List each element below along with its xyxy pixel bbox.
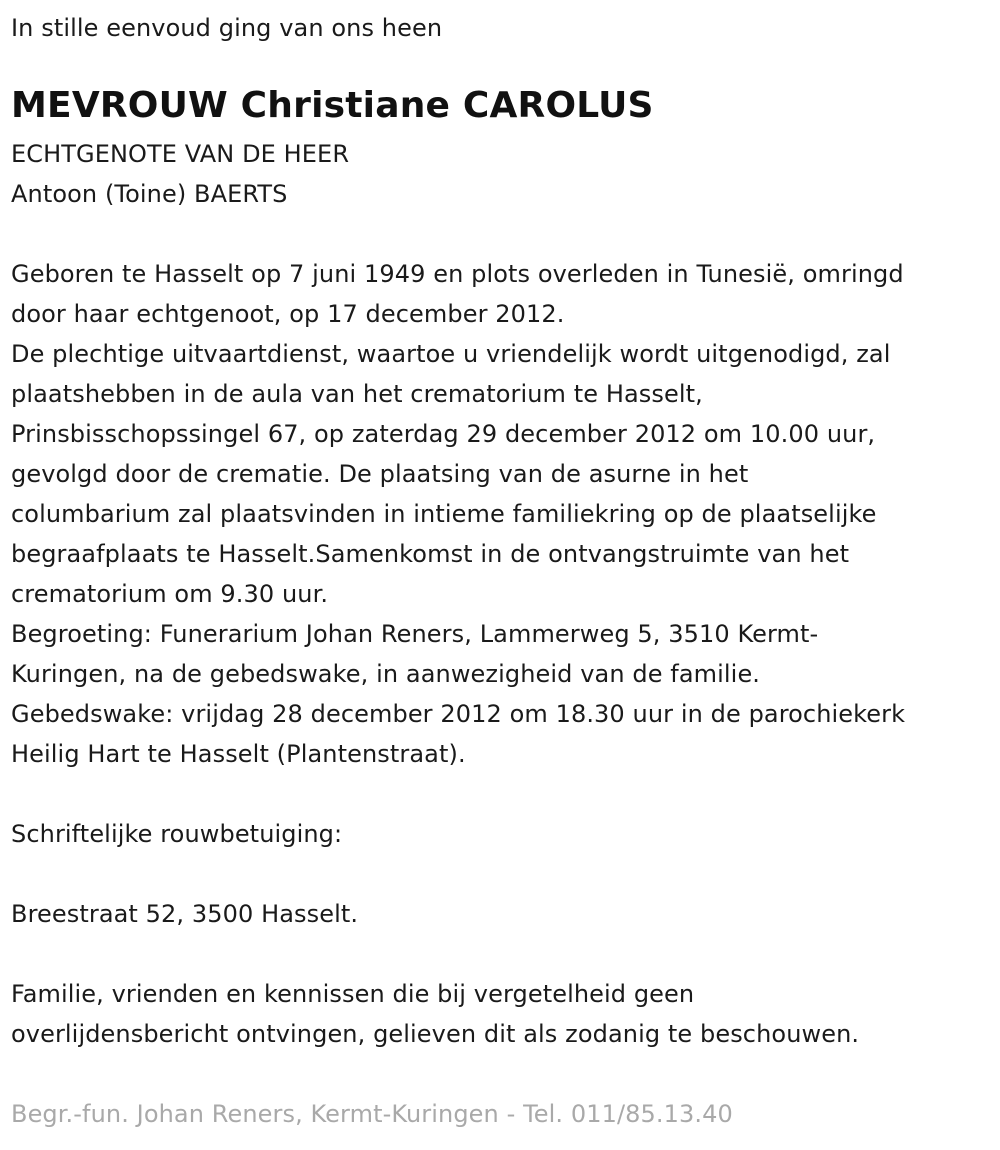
detail-line: columbarium zal plaatsvinden in intieme familiekring op de plaatselijke <box>11 500 877 528</box>
detail-line: Gebedswake: vrijdag 28 december 2012 om 18.30 uur in de parochiekerk <box>11 700 906 728</box>
detail-line: Prinsbisschopssingel 67, op zaterdag 29 december 2012 om 10.00 uur, <box>11 420 876 448</box>
family-line: Familie, vrienden en kennissen die bij vergetelheid geen <box>11 980 695 1008</box>
detail-line: begraafplaats te Hasselt.Samenkomst in de ontvangstruimte van het <box>11 540 850 568</box>
spouse-line: ECHTGENOTE VAN DE HEER <box>11 140 350 168</box>
condolence-address: Breestraat 52, 3500 Hasselt. <box>11 900 359 928</box>
spouse-line: Antoon (Toine) BAERTS <box>11 180 288 208</box>
detail-line: gevolgd door de crematie. De plaatsing van de asurne in het <box>11 460 749 488</box>
detail-line: door haar echtgenoot, op 17 december 2012. <box>11 300 565 328</box>
condolence-label: Schriftelijke rouwbetuiging: <box>11 820 343 848</box>
family-note <box>11 974 996 1054</box>
deceased-name: MEVROUW Christiane CAROLUS <box>11 85 654 126</box>
funeral-home-footer: Begr.-fun. Johan Reners, Kermt-Kuringen - Tel. 011/85.13.40 <box>11 1100 733 1128</box>
detail-line: Geboren te Hasselt op 7 juni 1949 en plots overleden in Tunesië, omringd <box>11 260 904 288</box>
detail-line: Heilig Hart te Hasselt (Plantenstraat). <box>11 740 466 768</box>
family-line: overlijdensbericht ontvingen, gelieven dit als zodanig te beschouwen. <box>11 1020 860 1048</box>
funeral-details <box>11 254 996 774</box>
detail-line: plaatshebben in de aula van het crematorium te Hasselt, <box>11 380 703 408</box>
detail-line: Begroeting: Funerarium Johan Reners, Lammerweg 5, 3510 Kermt- <box>11 620 819 648</box>
spouse-block <box>11 134 996 214</box>
detail-line: De plechtige uitvaartdienst, waartoe u vriendelijk wordt uitgenodigd, zal <box>11 340 891 368</box>
intro-text: In stille eenvoud ging van ons heen <box>11 14 443 42</box>
detail-line: Kuringen, na de gebedswake, in aanwezigheid van de familie. <box>11 660 761 688</box>
detail-line: crematorium om 9.30 uur. <box>11 580 329 608</box>
